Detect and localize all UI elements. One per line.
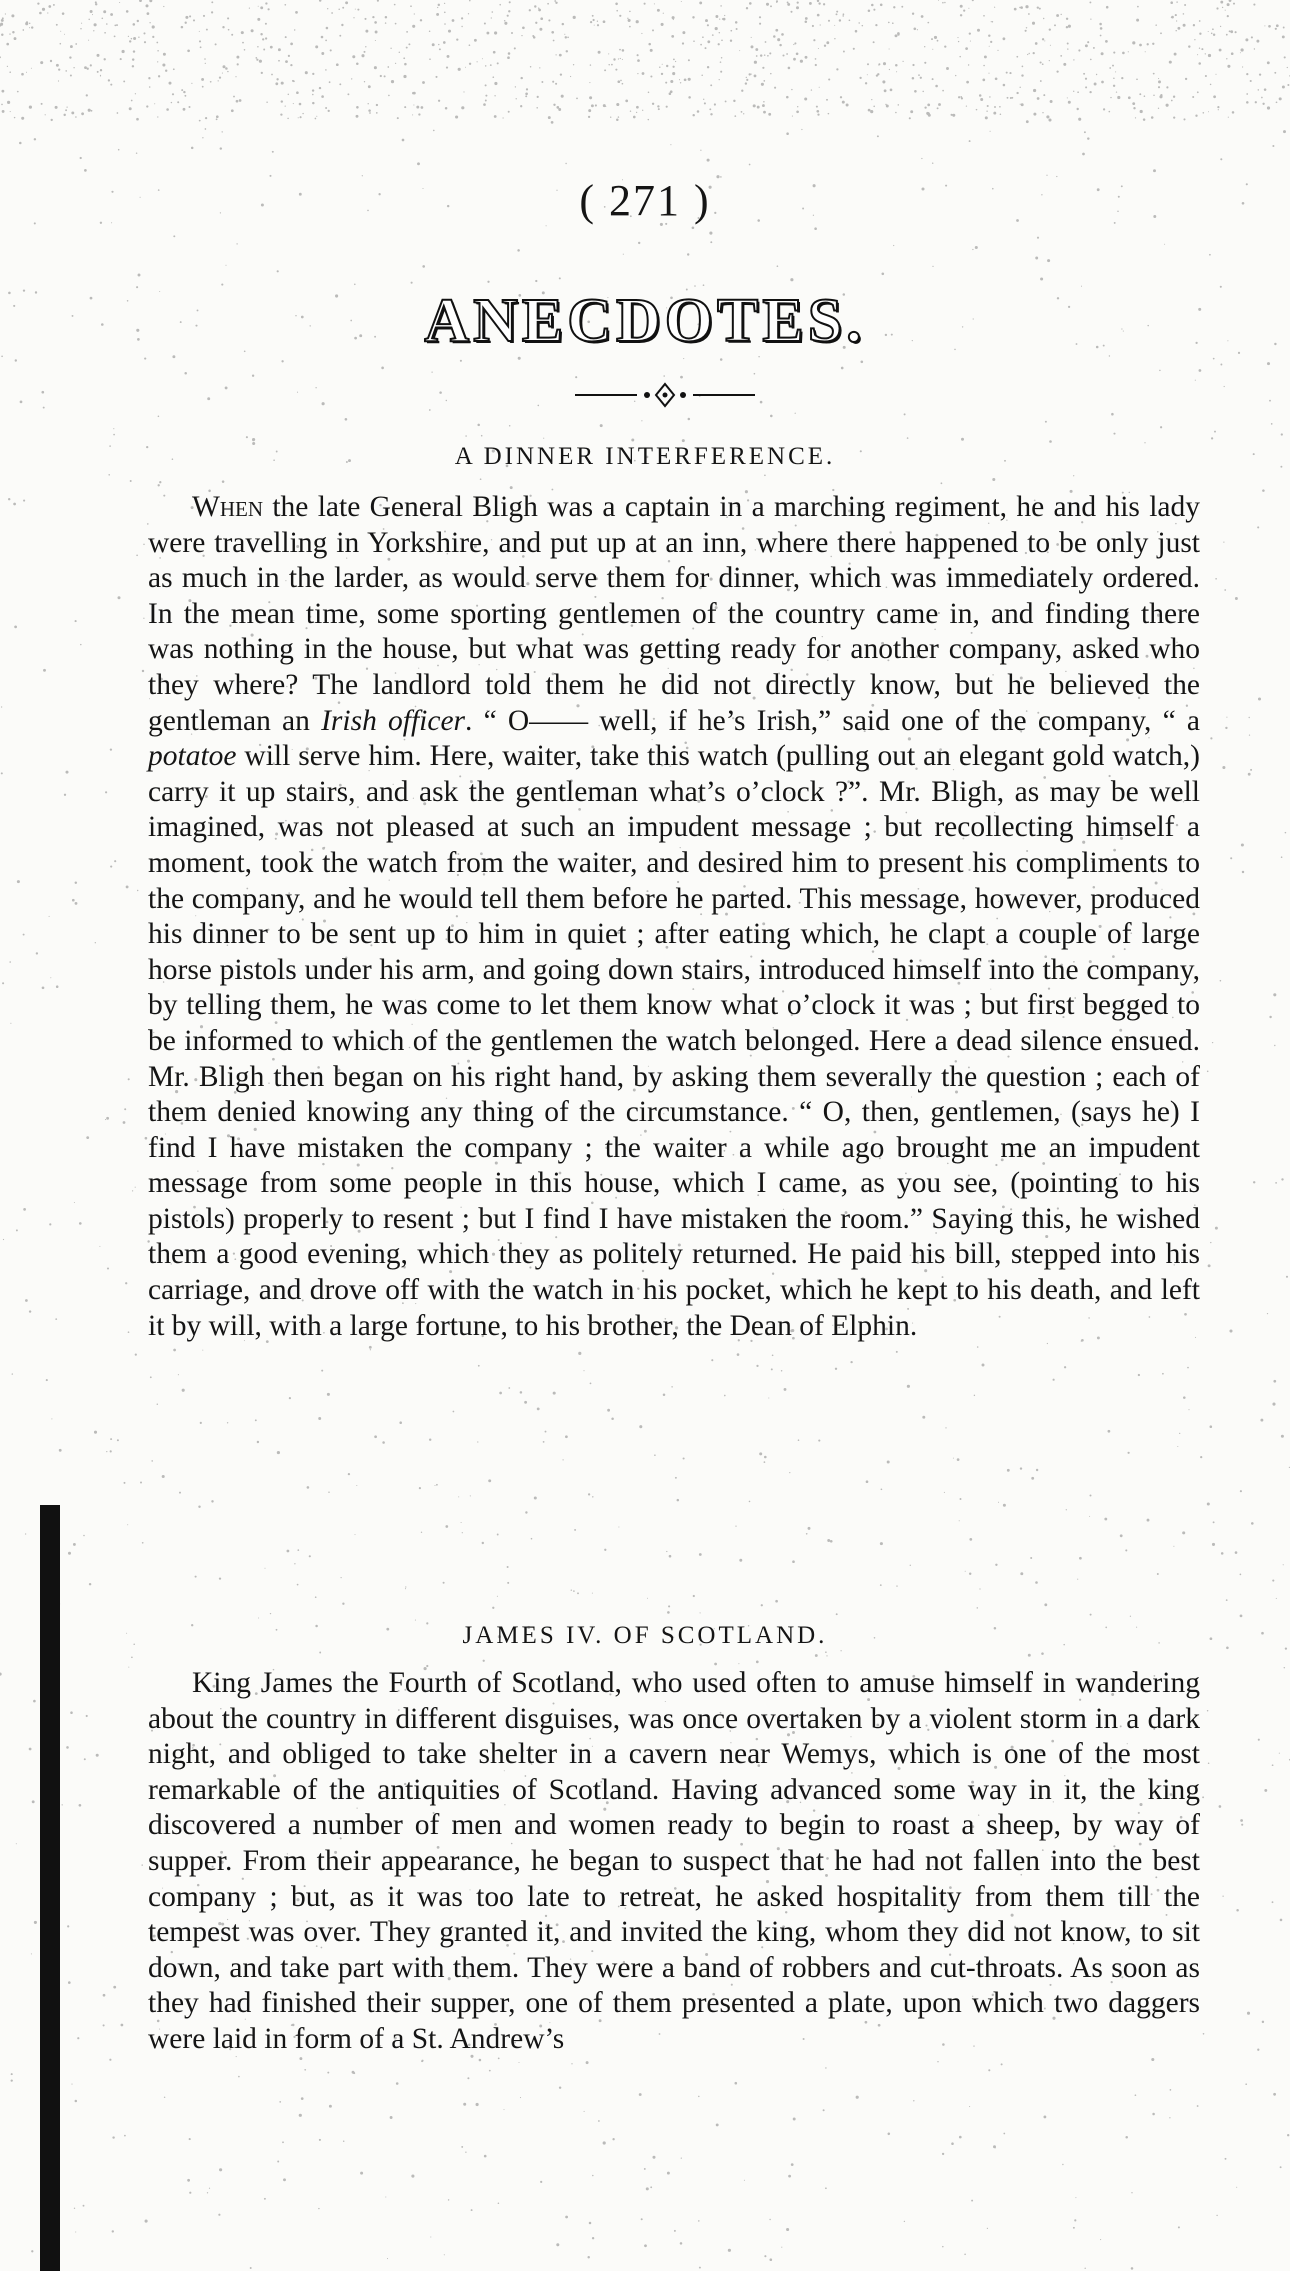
section-body-dinner-interference [148, 490, 1200, 1344]
heading-ornament [575, 380, 755, 410]
page-number: ( 271 ) [579, 176, 711, 225]
italic-phrase: Irish officer [321, 704, 466, 737]
body-segment: . “ O—— well, if he’s Irish,” said one of the company, “ a [465, 704, 1200, 737]
section-title-dinner-interference: A DINNER INTERFERENCE. [454, 443, 836, 470]
italic-phrase: potatoe [148, 740, 237, 773]
body-segment: the late General Bligh was a captain in a marching regiment, he and his lady were travelling in Yorkshire, and put up at an inn, where there happened to be only just as much in the larder, as would serve them for dinner, which was immediately ordered. In the mean time, some sporting gentlemen of the country came in, and finding there was nothing in the house, but what was getting ready for another company, asked who they where? The landlord told them he did not directly know, but he believed the gentleman an [148, 491, 1200, 737]
section-title-james-iv: JAMES IV. OF SCOTLAND. [462, 1622, 828, 1649]
section-body-james-iv: King James the Fourth of Scotland, who used often to amuse himself in wandering about the country in different disguises, was once overtaken by a violent storm in a dark night, and obliged to take shelter in a cavern near Wemys, which is one of the most remarkable of the antiquities of Scotland. Having advanced some way in it, the king discovered a number of men and women ready to begin to roast a sheep, by way of supper. From their appearance, he began to suspect that he had not fallen into the best company ; but, as it was too late to retreat, he asked hospitality from them till the tempest was over. They granted it, and invited the king, whom they did not know, to sit down, and take part with them. They were a band of robbers and cut-throats. As soon as they had finished their supper, one of them presented a plate, upon which two daggers were laid in form of a St. Andrew’s [148, 1667, 1200, 2055]
body-segment: will serve him. Here, waiter, take this watch (pulling out an elegant gold watch,) carry it up stairs, and ask the gentleman what’s o’clock ?”. Mr. Bligh, as may be well imagined, was not pleased at such an impudent message ; but recollecting himself a moment, took the watch from the waiter, and desired him to present his compliments to the company, and he would tell them before he parted. This message, however, produced his dinner to be sent up to him in quiet ; after eating which, he clapt a couple of large horse pistols under his arm, and going down stairs, introduced himself into the company, by telling them, he was come to let them know what o’clock it was ; but first begged to be informed to which of the gentlemen the watch belonged. Here a dead silence ensued. Mr. Bligh then began on his right hand, by asking them severally the question ; each of them denied knowing any thing of the circumstance. “ O, then, gentlemen, (says he) I find I have mistaken the company ; the waiter a while ago brought me an impudent message from some people in this house, which I came, as you see, (pointing to his pistols) properly to resent ; but I find I have mistaken the room.” Saying this, he wished them a good evening, which they as politely returned. He paid his bill, stepped into his carriage, and drove off with the watch in his pocket, which he kept to his death, and left it by will, with a large fortune, to his brother, the Dean of Elphin. [148, 740, 1200, 1342]
page-heading: ANECDOTES. [424, 287, 866, 355]
drop-word: When [192, 491, 264, 523]
binding-edge-shadow [40, 1505, 60, 2271]
